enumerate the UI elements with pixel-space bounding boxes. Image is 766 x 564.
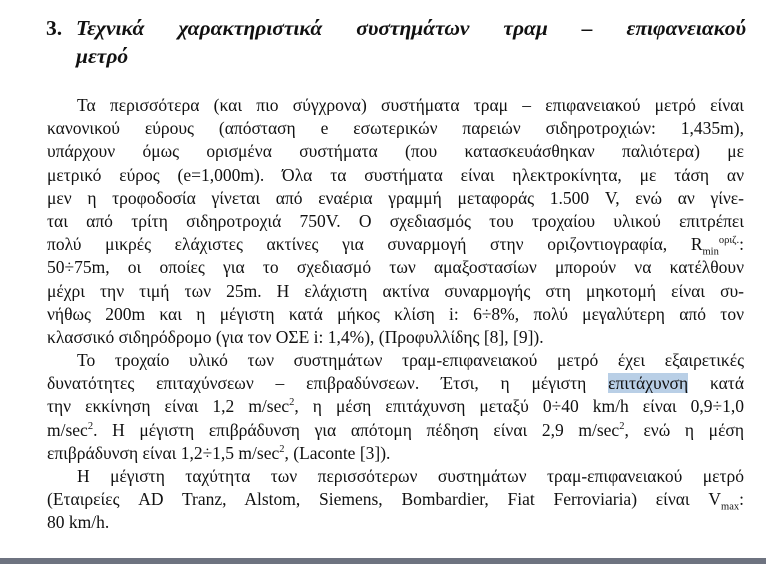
rmin-symbol: $R_{min}^{o\rho\iota\zeta.}$: bbox=[690, 234, 745, 258]
text-line: Η μέγιστη ταχύτητα των περισσότερων συστημάτων τραμ-επιφανειακού μετρό bbox=[77, 466, 744, 486]
superscript: 2 bbox=[289, 397, 295, 409]
text-segment: την εκκίνηση είναι 1,2 m/sec bbox=[47, 396, 290, 417]
vmax-subscript: max bbox=[721, 501, 740, 513]
body-text bbox=[47, 94, 744, 535]
text-line: μετρικό εύρος (e=1,000m). Όλα τα συστήματα είναι ηλεκτροκίνητα, με τάση αν bbox=[47, 164, 744, 185]
window-bottom-bar bbox=[0, 558, 766, 564]
text-line-rmin bbox=[47, 233, 744, 256]
rmin-superscript: οριζ. bbox=[718, 235, 740, 247]
text-segment: , (Laconte [3]). bbox=[284, 442, 391, 463]
text-line bbox=[47, 488, 744, 511]
text-segment: , ενώ η μέση bbox=[624, 419, 744, 440]
text-line: κλασσικό σιδηρόδρομο (για τον ΟΣΕ i: 1,4%), (Προφυλλίδης [8], [9]). bbox=[47, 326, 544, 347]
section-title-line-1: Τεχνικά χαρακτηριστικά συστημάτων τραμ – επιφανειακού bbox=[76, 16, 746, 40]
text-segment: : bbox=[739, 489, 744, 510]
text-segment: πολύ μικρές ελάχιστες ακτίνες για συναρμογή στην οριζοντιογραφία, bbox=[47, 234, 668, 255]
text-line: υπάρχουν όμως ορισμένα συστήματα (που κατασκευάσθηκαν παλιότερα) με bbox=[47, 141, 744, 162]
section-title-line-2: μετρό bbox=[76, 44, 129, 68]
text-segment: m/sec bbox=[47, 419, 88, 440]
rmin-letter: R bbox=[690, 234, 703, 255]
text-segment: . Η μέγιστη επιβράδυνση για απότομη πέδηση είναι 2,9 m/sec bbox=[93, 419, 620, 440]
superscript: 2 bbox=[619, 420, 625, 432]
text-line-highlighted bbox=[47, 372, 744, 395]
text-line bbox=[47, 395, 744, 418]
text-line: κανονικού εύρους (απόσταση e εσωτερικών παρειών σιδηροτροχιών: 1,435m), bbox=[47, 118, 744, 139]
text-line: Τα περισσότερα (και πιο σύγχρονα) συστήματα τραμ – επιφανειακού μετρό είναι bbox=[77, 95, 744, 115]
superscript: 2 bbox=[87, 420, 94, 432]
text-segment: , η μέση επιτάχυνση μεταξύ 0÷40 km/h είναι 0,9÷1,0 bbox=[294, 396, 744, 417]
text-line: μέχρι την τιμή των 25m. Η ελάχιστη ακτίνα συναρμογής στη μηκοτομή είναι συ- bbox=[47, 280, 744, 301]
text-segment: (Εταιρείες AD Tranz, Alstom, Siemens, Bombardier, Fiat Ferroviaria) είναι V bbox=[47, 489, 722, 510]
text-line: Το τροχαίο υλικό των συστημάτων τραμ-επιφανειακού μετρό έχει εξαιρετικές bbox=[77, 350, 744, 371]
text-line: 50÷75m, οι οποίες για το σχεδιασμό των αμαξοστασίων μπορούν να κατέλθουν bbox=[47, 257, 744, 278]
superscript: 2 bbox=[279, 443, 285, 455]
text-line: 80 km/h. bbox=[47, 512, 110, 533]
text-segment: κατά bbox=[709, 373, 744, 394]
selected-word[interactable]: επιτάχυνση bbox=[608, 373, 689, 394]
text-line: μεν η τροφοδοσία γίνεται από εναέρια γραμμή μεταφοράς 1.500 V, ενώ αν γίνε- bbox=[47, 187, 744, 208]
text-line: ται από τρίτη σιδηροτροχιά 750V. Ο σχεδιασμός του τροχαίου υλικού επιτρέπει bbox=[47, 210, 744, 231]
text-line bbox=[47, 442, 744, 465]
text-segment: επιβράδυνση είναι 1,2÷1,5 m/sec bbox=[47, 442, 280, 463]
text-line bbox=[47, 419, 744, 442]
rmin-subscript: min bbox=[702, 246, 719, 258]
text-line: νήθως 200m και η μέγιστη κατά μήκος κλίση i: 6÷8%, πολύ μεγαλύτερη από τον bbox=[47, 303, 744, 324]
section-heading bbox=[46, 14, 746, 70]
section-number: 3. bbox=[46, 16, 63, 40]
text-segment: δυνατότητες επιταχύνσεων – επιβραδύνσεων. Έτσι, η μέγιστη bbox=[47, 373, 587, 394]
